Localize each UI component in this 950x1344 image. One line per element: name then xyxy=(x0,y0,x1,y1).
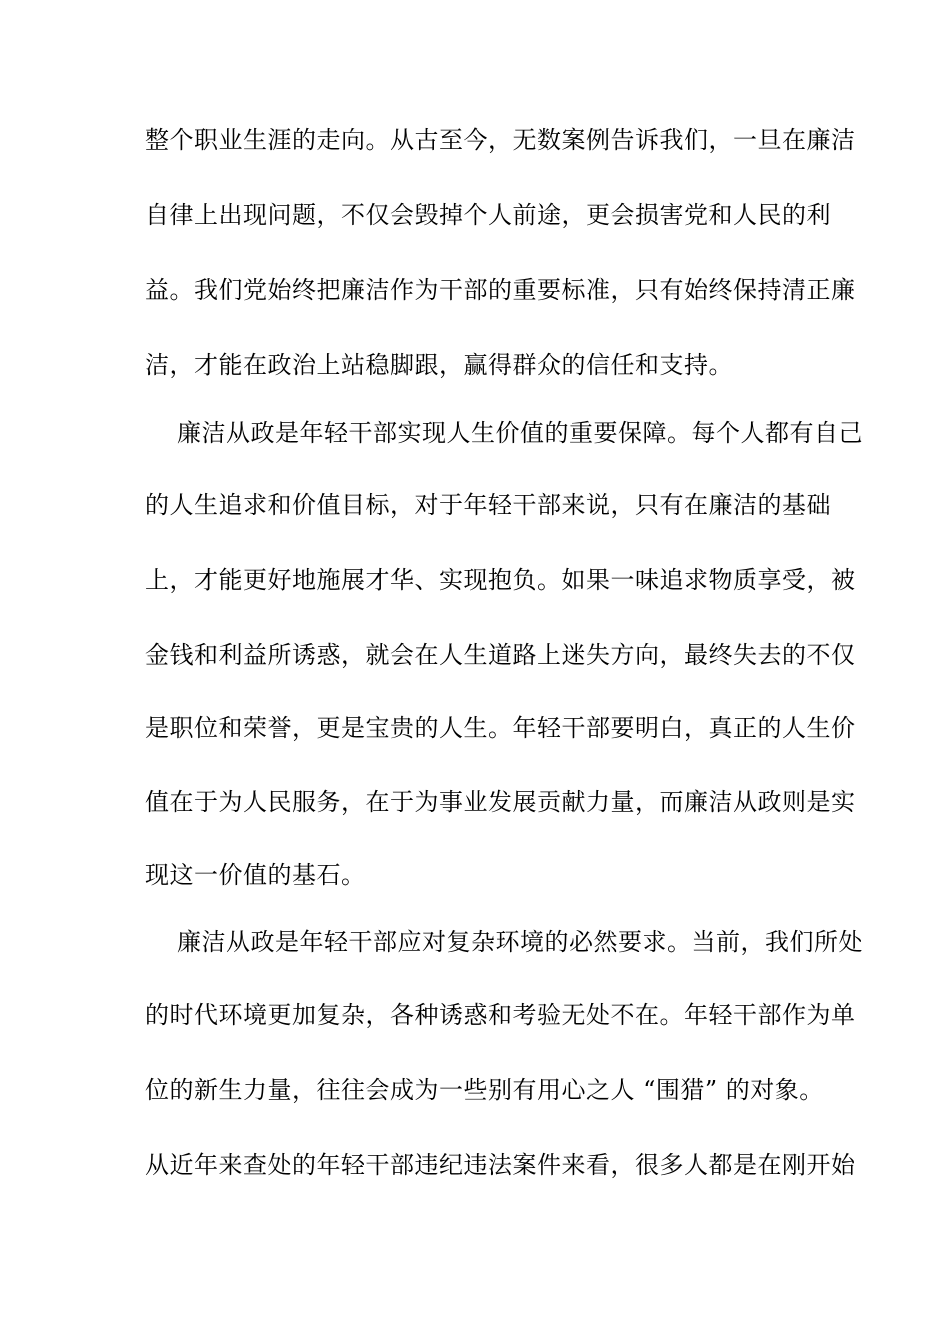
text-line: 从近年来查处的年轻干部违纪违法案件来看，很多人都是在刚开始 xyxy=(145,1151,856,1179)
paragraph-first-line: 廉洁从政是年轻干部应对复杂环境的必然要求。当前，我们所处 xyxy=(177,928,863,956)
text-line: 益。我们党始终把廉洁作为干部的重要标准，只有始终保持清正廉 xyxy=(145,276,856,304)
text-line: 上，才能更好地施展才华、实现抱负。如果一味追求物质享受，被 xyxy=(145,566,856,594)
text-line: 是职位和荣誉，更是宝贵的人生。年轻干部要明白，真正的人生价 xyxy=(145,714,856,742)
text-line: 的时代环境更加复杂，各种诱惑和考验无处不在。年轻干部作为单 xyxy=(145,1001,856,1029)
text-line: 整个职业生涯的走向。从古至今，无数案例告诉我们，一旦在廉洁 xyxy=(145,126,856,154)
paragraph-first-line: 廉洁从政是年轻干部实现人生价值的重要保障。每个人都有自己 xyxy=(177,419,863,447)
text-line: 自律上出现问题，不仅会毁掉个人前途，更会损害党和人民的利 xyxy=(145,201,831,229)
text-line: 值在于为人民服务，在于为事业发展贡献力量，而廉洁从政则是实 xyxy=(145,788,856,816)
text-line: 的人生追求和价值目标，对于年轻干部来说，只有在廉洁的基础 xyxy=(145,491,831,519)
text-line: 洁，才能在政治上站稳脚跟，赢得群众的信任和支持。 xyxy=(145,351,733,379)
text-line: 金钱和利益所诱惑，就会在人生道路上迷失方向，最终失去的不仅 xyxy=(145,641,856,669)
text-line: 位的新生力量，往往会成为一些别有用心之人 “围猎” 的对象。 xyxy=(145,1076,824,1104)
text-line: 现这一价值的基石。 xyxy=(145,861,366,889)
